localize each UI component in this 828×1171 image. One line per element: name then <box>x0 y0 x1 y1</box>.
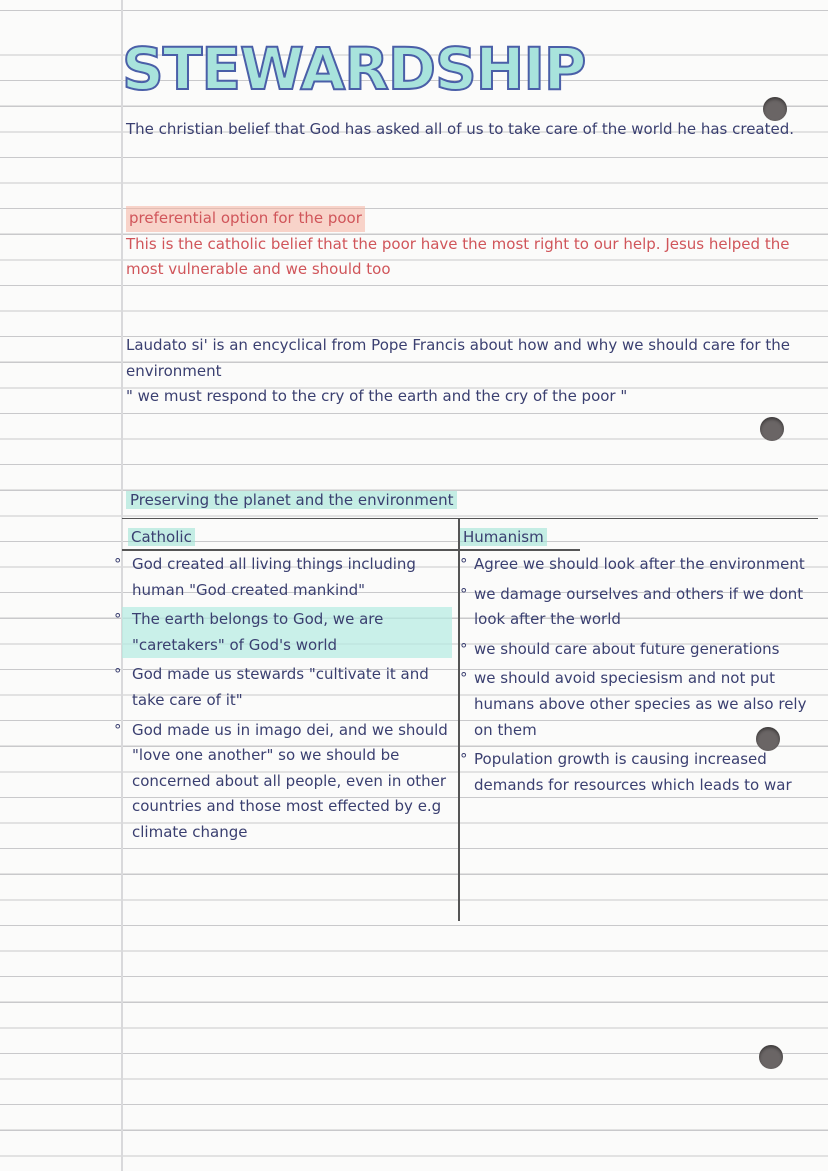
humanism-points-list <box>464 552 814 802</box>
humanism-point: ° Population growth is causing increased demands for resources which leads to war <box>464 747 814 798</box>
catholic-heading-text: Catholic <box>128 528 195 546</box>
comparison-table <box>122 518 818 921</box>
preferential-option-section <box>126 206 806 283</box>
catholic-point: ° The earth belongs to God, we are "caretakers" of God's world <box>122 607 452 658</box>
humanism-heading-rule <box>460 549 580 551</box>
catholic-heading-rule <box>122 549 458 551</box>
punch-hole-4 <box>759 1045 783 1069</box>
catholic-point: ° God made us stewards "cultivate it and take care of it" <box>122 662 452 713</box>
laudato-si-section <box>126 333 806 410</box>
preferential-option-body: This is the catholic belief that the poor have the most right to our help. Jesus helped the most vulnerable and we should too <box>126 234 790 279</box>
humanism-point: ° we should care about future generations <box>464 637 814 663</box>
catholic-column-heading <box>128 525 195 551</box>
stewardship-definition: The christian belief that God has asked all of us to take care of the world he has created. <box>126 120 795 138</box>
humanism-point: ° we damage ourselves and others if we dont look after the world <box>464 582 814 633</box>
column-divider <box>458 519 460 921</box>
preserving-planet-title-text: Preserving the planet and the environment <box>126 491 457 509</box>
laudato-si-intro: Laudato si' is an encyclical from Pope Francis about how and why we should care for the environment <box>126 336 790 380</box>
humanism-heading-text: Humanism <box>460 528 547 546</box>
punch-hole-2 <box>760 417 784 441</box>
humanism-column-heading <box>460 525 547 551</box>
catholic-point: ° God made us in imago dei, and we should "love one another" so we should be concerned about all people, even in other countries and those most effected by e.g climate change <box>122 718 452 846</box>
catholic-points-list <box>122 552 452 850</box>
catholic-point: ° God created all living things including human "God created mankind" <box>122 552 452 603</box>
preserving-planet-title <box>126 488 457 514</box>
humanism-point: ° we should avoid speciesism and not put humans above other species as we also rely on them <box>464 666 814 743</box>
page-title: STEWARDSHIP <box>122 35 586 103</box>
laudato-si-quote: " we must respond to the cry of the earth and the cry of the poor " <box>126 387 628 406</box>
preferential-option-heading: preferential option for the poor <box>126 206 365 232</box>
humanism-point: ° Agree we should look after the environment <box>464 552 814 578</box>
